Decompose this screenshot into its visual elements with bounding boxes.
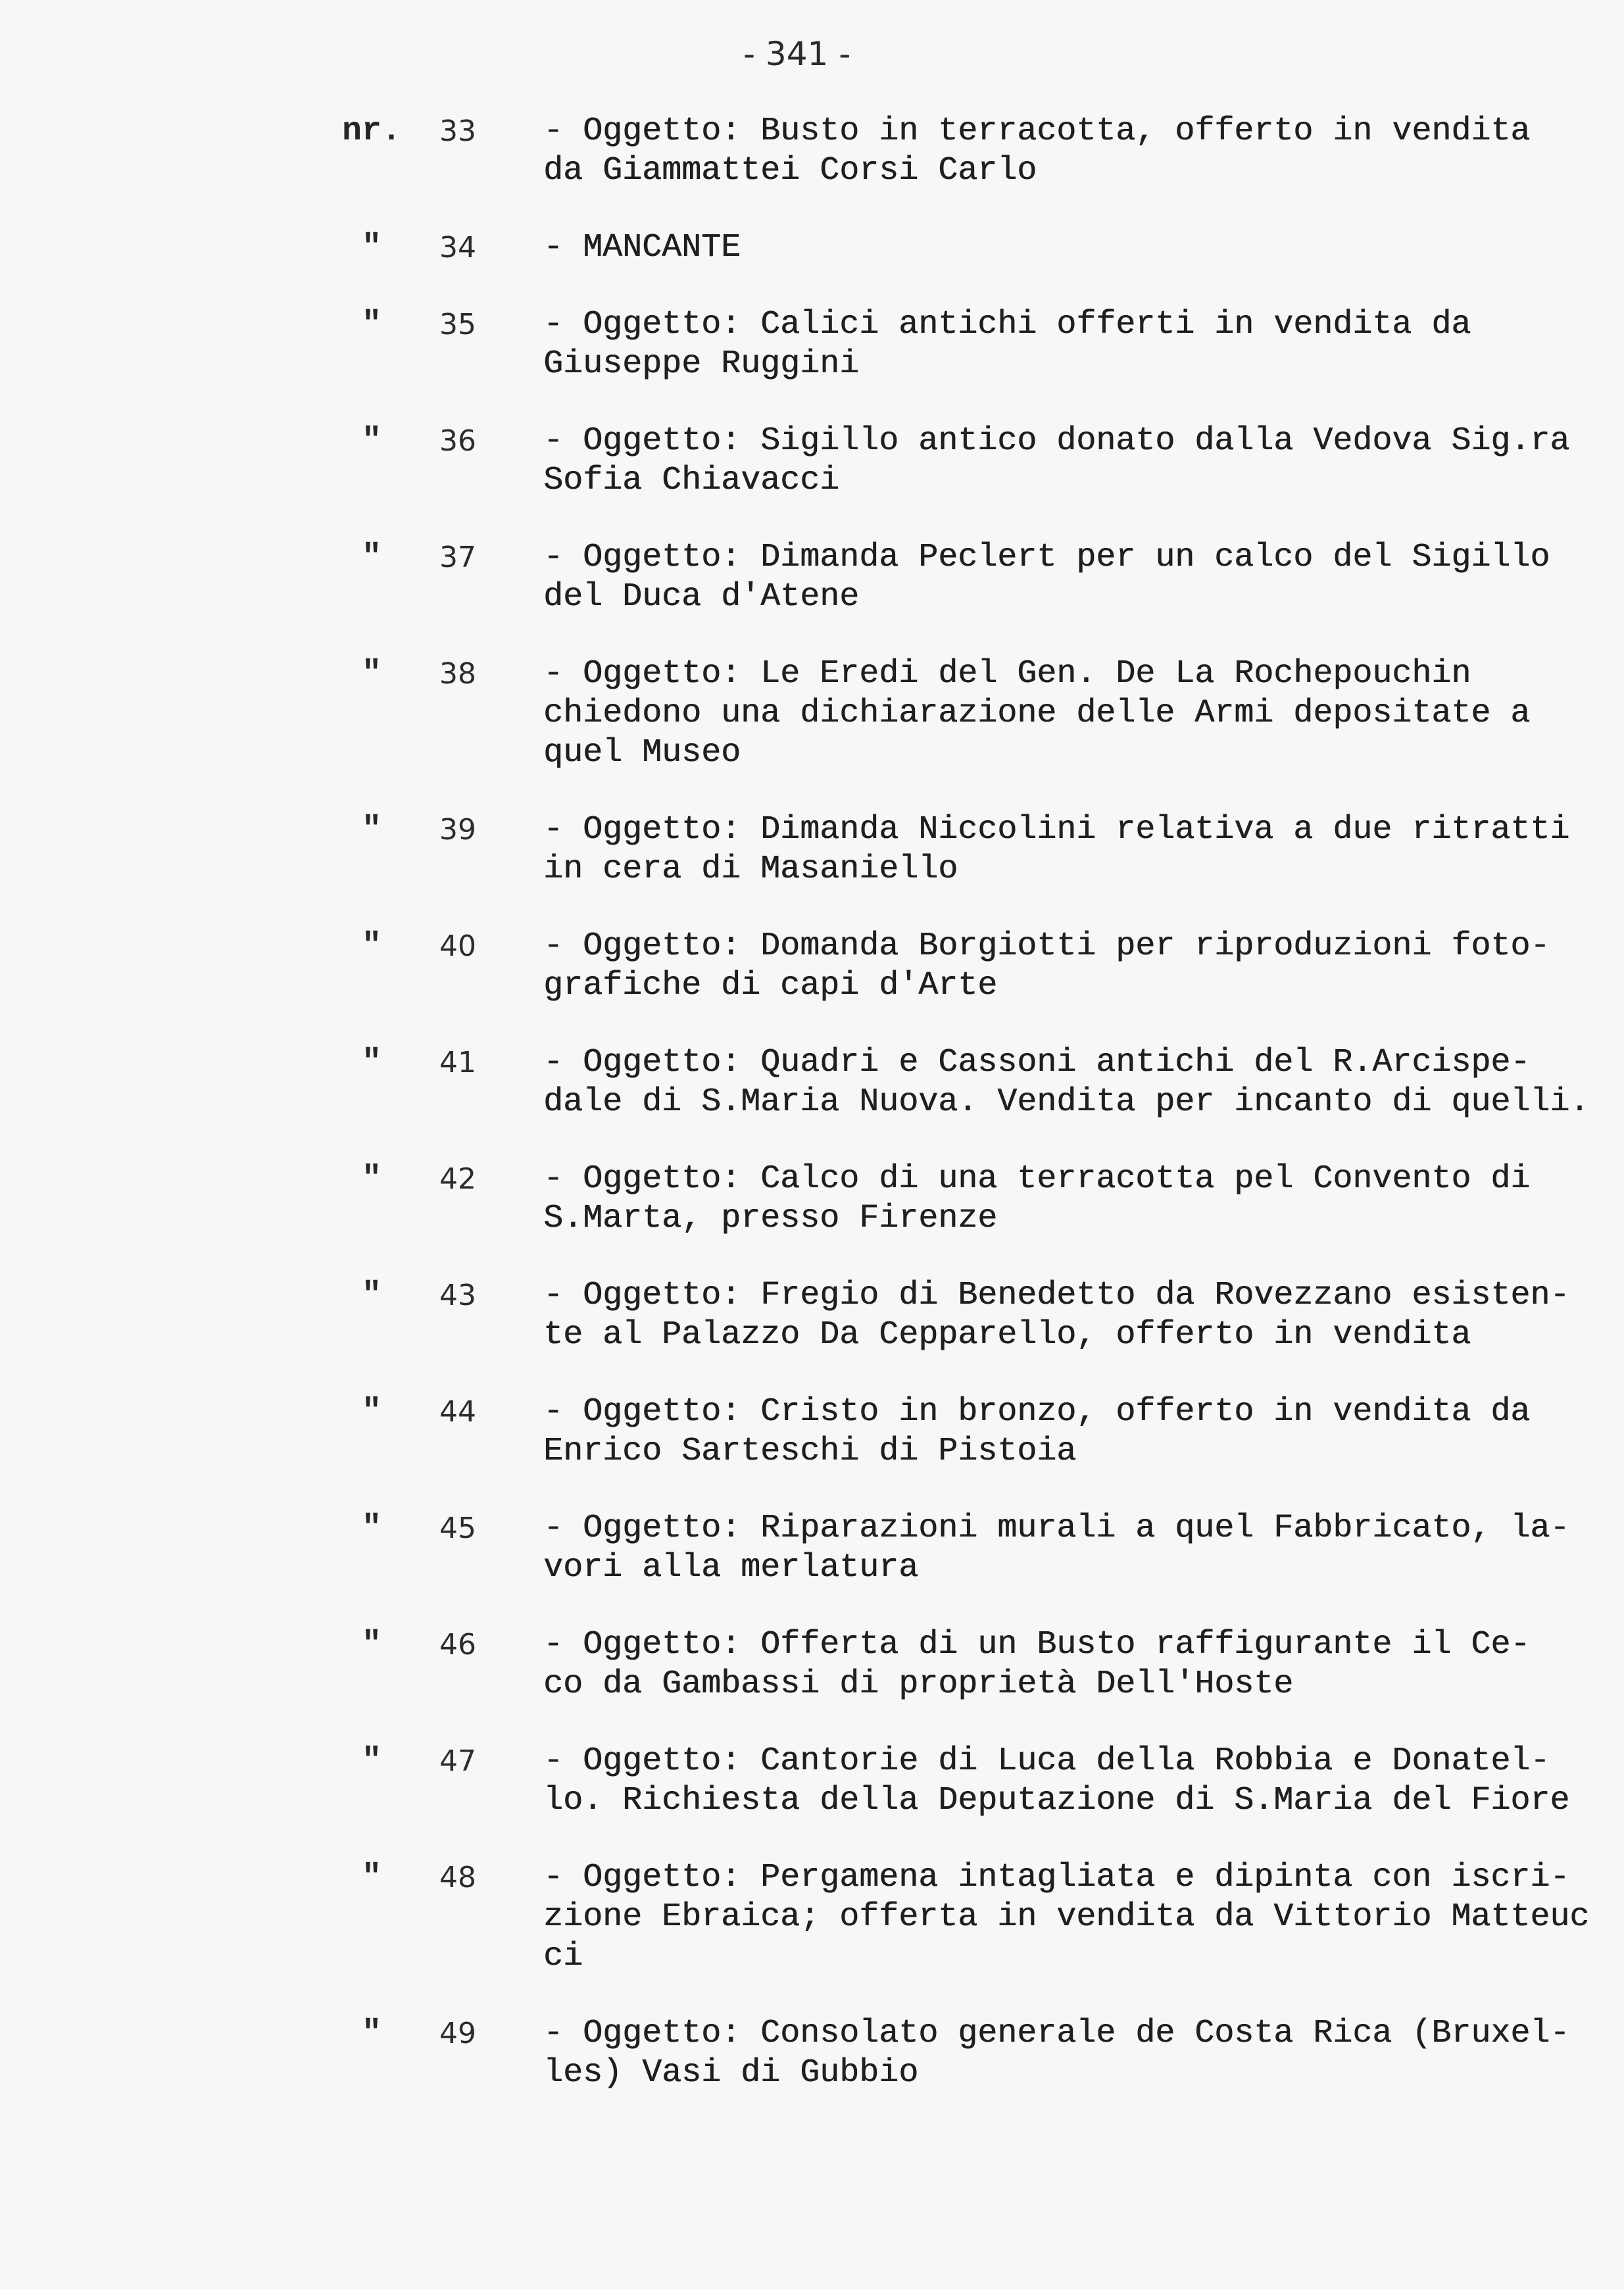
ditto-mark: " [361, 811, 381, 849]
ditto-mark: " [361, 1742, 381, 1780]
entry-line: dale di S.Maria Nuova. Vendita per incanto di quelli. [543, 1083, 1590, 1121]
ditto-mark: " [361, 539, 381, 576]
entry-line: te al Palazzo Da Cepparello, offerto in vendita [543, 1316, 1471, 1354]
ditto-mark: " [361, 1044, 381, 1081]
ditto-mark: " [361, 1510, 381, 1547]
entry-number: 33 [439, 114, 476, 148]
entry-line: - Oggetto: Cantorie di Luca della Robbia e Donatel- [543, 1742, 1550, 1780]
entry-line: ci [543, 1938, 583, 1975]
entry-line: - Oggetto: Domanda Borgiotti per riproduzioni foto- [543, 927, 1550, 965]
entry-line: - Oggetto: Calco di una terracotta pel Convento di [543, 1160, 1531, 1198]
entry-line: les) Vasi di Gubbio [543, 2054, 919, 2092]
entry-line: - Oggetto: Offerta di un Busto raffigurante il Ce- [543, 1626, 1531, 1663]
entry-number: 44 [439, 1395, 476, 1429]
entry-text [543, 112, 1624, 191]
entry-line: grafiche di capi d'Arte [543, 967, 998, 1004]
entry [0, 422, 1624, 501]
entry-line: - Oggetto: Calici antichi offerti in vendita da [543, 306, 1471, 343]
entry-text [543, 1276, 1624, 1355]
entry-text [543, 422, 1624, 501]
ditto-mark: " [361, 2015, 381, 2052]
entry [0, 112, 1624, 191]
entry-number: 49 [439, 2017, 476, 2050]
entry-text [543, 810, 1624, 889]
entry [0, 1276, 1624, 1355]
entry-text [543, 1858, 1624, 1977]
entry-line: S.Marta, presso Firenze [543, 1200, 998, 1237]
entry-line: zione Ebraica; offerta in vendita da Vittorio Matteuc [543, 1898, 1590, 1936]
entry [0, 538, 1624, 617]
entry-text [543, 927, 1624, 1006]
entry-text [543, 1392, 1624, 1471]
entry [0, 1160, 1624, 1239]
entry-number: 36 [439, 424, 476, 458]
entry-line: - Oggetto: Fregio di Benedetto da Rovezzano esisten- [543, 1277, 1570, 1314]
entry-text [543, 228, 1624, 268]
entry [0, 1392, 1624, 1471]
entry-line: vori alla merlatura [543, 1549, 919, 1587]
entry-line: Enrico Sarteschi di Pistoia [543, 1433, 1077, 1470]
entry-text [543, 305, 1624, 384]
entry-number: 41 [439, 1046, 476, 1079]
entry-line: - Oggetto: Dimanda Niccolini relativa a due ritratti [543, 811, 1570, 849]
entry [0, 1509, 1624, 1588]
ditto-mark: " [361, 1859, 381, 1896]
entry-line: - MANCANTE [543, 229, 741, 266]
entry [0, 2014, 1624, 2093]
ditto-mark: " [361, 422, 381, 460]
entry-prefix: nr. [341, 112, 401, 150]
entry-text [543, 2014, 1624, 2093]
entry-line: - Oggetto: Le Eredi del Gen. De La Rochepouchin [543, 655, 1471, 693]
entry [0, 228, 1624, 268]
ditto-mark: " [361, 1393, 381, 1431]
entry [0, 1043, 1624, 1122]
entry-list [0, 112, 1624, 2130]
ditto-mark: " [361, 1626, 381, 1663]
entry-line: - Oggetto: Dimanda Peclert per un calco del Sigillo [543, 539, 1550, 576]
entry [0, 927, 1624, 1006]
entry [0, 810, 1624, 889]
entry-text [543, 1509, 1624, 1588]
entry [0, 1625, 1624, 1704]
ditto-mark: " [361, 1277, 381, 1314]
entry-number: 47 [439, 1744, 476, 1778]
entry-text [543, 1160, 1624, 1239]
entry [0, 654, 1624, 773]
entry-number: 38 [439, 657, 476, 691]
entry-line: - Oggetto: Consolato generale de Costa Rica (Bruxel- [543, 2015, 1570, 2052]
entry-line: - Oggetto: Riparazioni murali a quel Fabbricato, la- [543, 1510, 1570, 1547]
ditto-mark: " [361, 655, 381, 693]
entry-text [543, 1625, 1624, 1704]
entry-line: chiedono una dichiarazione delle Armi depositate a [543, 695, 1531, 732]
entry-number: 39 [439, 813, 476, 847]
entry-line: - Oggetto: Quadri e Cassoni antichi del R.Arcispe- [543, 1044, 1531, 1081]
entry-line: co da Gambassi di proprietà Dell'Hoste [543, 1665, 1294, 1703]
entry-text [543, 654, 1624, 773]
ditto-mark: " [361, 229, 381, 266]
entry-number: 46 [439, 1628, 476, 1661]
entry-line: lo. Richiesta della Deputazione di S.Maria del Fiore [543, 1782, 1570, 1819]
entry-number: 34 [439, 231, 476, 264]
ditto-mark: " [361, 306, 381, 343]
entry-number: 43 [439, 1279, 476, 1312]
entry [0, 1858, 1624, 1977]
entry-line: in cera di Masaniello [543, 850, 958, 888]
entry-text [543, 1742, 1624, 1821]
entry [0, 305, 1624, 384]
entry-line: - Oggetto: Cristo in bronzo, offerto in vendita da [543, 1393, 1531, 1431]
entry-line: del Duca d'Atene [543, 578, 860, 616]
entry-line: quel Museo [543, 734, 741, 772]
entry-number: 35 [439, 308, 476, 341]
entry-number: 37 [439, 541, 476, 574]
entry-text [543, 1043, 1624, 1122]
entry-text [543, 538, 1624, 617]
entry [0, 1742, 1624, 1821]
ditto-mark: " [361, 1160, 381, 1198]
entry-line: - Oggetto: Pergamena intagliata e dipinta con iscri- [543, 1859, 1570, 1896]
ditto-mark: " [361, 927, 381, 965]
entry-number: 42 [439, 1162, 476, 1196]
entry-number: 40 [439, 929, 476, 963]
entry-number: 48 [439, 1861, 476, 1894]
entry-line: - Oggetto: Sigillo antico donato dalla Vedova Sig.ra [543, 422, 1570, 460]
entry-line: - Oggetto: Busto in terracotta, offerto in vendita [543, 112, 1531, 150]
entry-line: Sofia Chiavacci [543, 462, 840, 499]
entry-line: da Giammattei Corsi Carlo [543, 152, 1037, 189]
page-number: - 341 - [743, 35, 851, 73]
entry-number: 45 [439, 1512, 476, 1545]
entry-line: Giuseppe Ruggini [543, 345, 860, 383]
